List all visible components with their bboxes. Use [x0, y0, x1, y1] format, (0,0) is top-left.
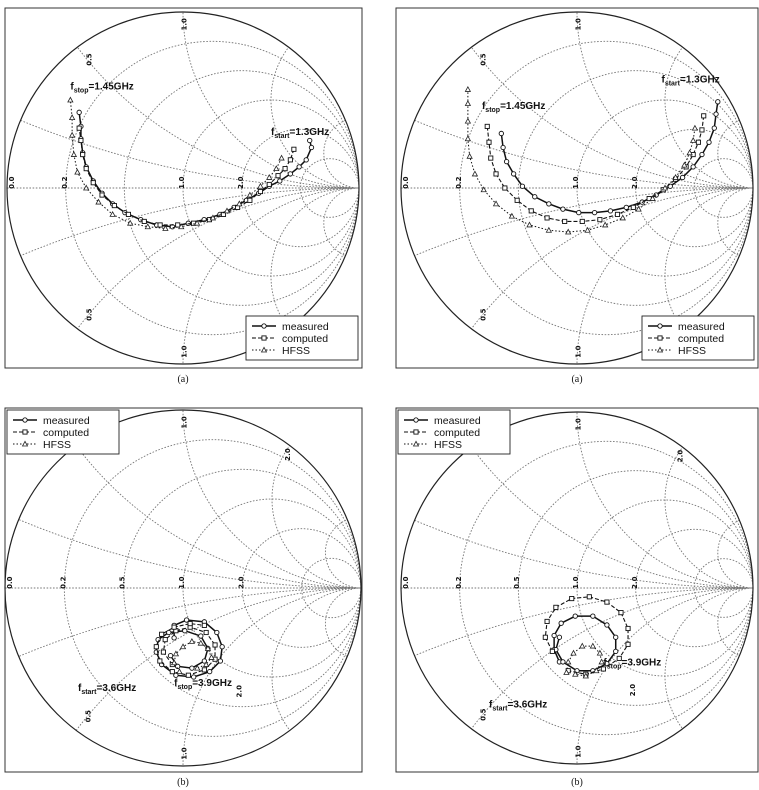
computed-point	[570, 596, 574, 600]
grid-label: 2.0	[630, 576, 639, 589]
measured-point	[278, 179, 282, 183]
HFSS-point	[527, 222, 532, 227]
grid-label: 0.5	[85, 53, 94, 66]
computed-point	[100, 193, 104, 197]
grid-label: 2.0	[630, 176, 639, 189]
grid-label: 0.5	[512, 576, 521, 589]
HFSS-point	[467, 154, 472, 159]
reactance-arc	[7, 188, 711, 790]
grid-label: 2.0	[237, 576, 246, 589]
legend-marker	[23, 430, 27, 434]
measured-point	[624, 205, 628, 209]
reactance-arc	[401, 0, 759, 588]
grid-label: 1.0	[571, 576, 580, 589]
HFSS-point	[692, 126, 697, 131]
legend-label: computed	[282, 333, 329, 345]
frequency-annotation: $f_{start}=3.6GHz$	[489, 699, 548, 713]
computed-point	[598, 218, 602, 222]
legend-label: HFSS	[434, 439, 463, 451]
grid-label: 0.5	[479, 308, 488, 321]
measured-point	[208, 669, 212, 673]
HFSS-point	[279, 155, 284, 160]
HFSS-point	[274, 166, 279, 171]
measured-point	[499, 131, 503, 135]
computed-point	[700, 128, 704, 132]
computed-point	[161, 650, 165, 654]
grid-label: 0.0	[6, 576, 15, 589]
grid-label: 0.2	[60, 176, 69, 189]
computed-point	[605, 600, 609, 604]
panel-frame	[396, 408, 758, 772]
measured-point	[577, 210, 581, 214]
computed-point	[142, 219, 146, 223]
computed-point	[545, 216, 549, 220]
grid-label: 0.5	[84, 709, 93, 723]
computed-point	[91, 181, 95, 185]
measured-point	[156, 637, 160, 641]
computed-point	[626, 642, 630, 646]
grid-label: 0.5	[118, 576, 127, 589]
HFSS-point	[465, 87, 470, 92]
HFSS-point	[465, 136, 470, 141]
computed-point	[267, 182, 271, 186]
measured-point	[716, 100, 720, 104]
grid-label: 0.2	[59, 576, 68, 589]
measured-point	[561, 207, 565, 211]
grid-label: 0.2	[454, 576, 463, 589]
measured-point	[504, 159, 508, 163]
measured-point	[691, 165, 695, 169]
reactance-arc	[272, 588, 450, 766]
legend	[246, 316, 358, 360]
HFSS-point	[128, 221, 133, 226]
computed-point	[515, 198, 519, 202]
computed-point	[554, 605, 558, 609]
computed-point	[248, 198, 252, 202]
HFSS-point	[590, 643, 595, 648]
legend-label: measured	[282, 321, 329, 333]
measured-point	[511, 172, 515, 176]
measured-point	[297, 165, 301, 169]
computed-point	[158, 223, 162, 227]
computed-point	[172, 625, 176, 629]
computed-point	[79, 138, 83, 142]
grid-label: 2.0	[236, 176, 245, 189]
computed-point	[494, 172, 498, 176]
legend	[398, 410, 510, 454]
measured-point	[614, 635, 618, 639]
HFSS-point	[267, 175, 272, 180]
measured-point	[520, 184, 524, 188]
HFSS-point	[546, 228, 551, 233]
HFSS-point	[177, 669, 182, 674]
panel-caption: (b)	[177, 777, 189, 788]
grid-label: 0.5	[479, 53, 488, 66]
reactance-arc	[401, 588, 759, 790]
reactance-arc	[401, 188, 759, 790]
measured-point	[614, 649, 618, 653]
grid-label: 2.0	[235, 685, 244, 698]
measured-point	[304, 158, 308, 162]
measured-point	[77, 110, 81, 114]
computed-point	[489, 156, 493, 160]
measured-point	[533, 195, 537, 199]
frequency-annotation: $f_{start}=1.3GHz$	[271, 127, 330, 141]
computed-point	[587, 595, 591, 599]
reactance-arc	[665, 412, 759, 588]
computed-point	[626, 626, 630, 630]
computed-point	[702, 114, 706, 118]
measured-point	[561, 660, 565, 664]
frequency-annotation: $f_{stop}=1.45GHz$	[70, 81, 134, 95]
legend-marker	[414, 418, 418, 422]
grid-label: 1.0	[177, 576, 186, 589]
measured-point	[712, 126, 716, 130]
HFSS-point	[71, 152, 76, 157]
computed-point	[186, 673, 190, 677]
grid-label: 0.2	[454, 176, 463, 189]
legend-label: HFSS	[678, 345, 707, 357]
measured-point	[608, 209, 612, 213]
frequency-annotation: $f_{start}=1.3GHz$	[661, 74, 720, 88]
HFSS-point	[571, 651, 576, 656]
computed-point	[160, 632, 164, 636]
grid-label: 1.0	[177, 176, 186, 189]
measured-point	[592, 210, 596, 214]
legend-marker	[658, 336, 662, 340]
legend-marker	[658, 324, 662, 328]
reactance-arc	[0, 188, 759, 790]
computed-point	[503, 186, 507, 190]
legend-label: computed	[43, 427, 90, 439]
computed-point	[615, 212, 619, 216]
grid-label: 0.0	[402, 176, 411, 189]
computed-point	[543, 635, 547, 639]
legend-marker	[262, 336, 266, 340]
computed-point	[550, 649, 554, 653]
frequency-annotation: $f_{stop}=3.9GHz$	[603, 657, 662, 671]
reactance-arc	[0, 0, 759, 188]
legend	[642, 316, 754, 360]
HFSS-point	[75, 170, 80, 175]
measured-point	[680, 175, 684, 179]
measured-point	[199, 634, 203, 638]
HFSS-point	[465, 101, 470, 106]
computed-point	[529, 209, 533, 213]
measured-point	[707, 140, 711, 144]
grid-label: 0.0	[8, 176, 17, 189]
HFSS-point	[68, 97, 73, 102]
measured-point	[700, 152, 704, 156]
measured-point	[552, 633, 556, 637]
reactance-arc	[271, 12, 447, 188]
computed-point	[112, 204, 116, 208]
measured-point	[557, 635, 561, 639]
HFSS-point	[636, 207, 641, 212]
legend-label: computed	[434, 427, 481, 439]
measured-point	[605, 623, 609, 627]
grid-label: 1.0	[574, 418, 583, 431]
HFSS-point	[189, 639, 194, 644]
HFSS-point	[691, 138, 696, 143]
computed-point	[202, 623, 206, 627]
HFSS-point	[181, 644, 186, 649]
measured-point	[190, 666, 194, 670]
reactance-arc	[574, 588, 759, 790]
computed-point	[77, 126, 81, 130]
measured-point	[220, 645, 224, 649]
computed-point	[487, 140, 491, 144]
computed-point	[188, 622, 192, 626]
HFSS-point	[620, 215, 625, 220]
computed-point	[258, 189, 262, 193]
measured-point	[168, 653, 172, 657]
reactance-arc	[7, 0, 711, 188]
HFSS-line	[70, 100, 281, 228]
grid-label: 1.0	[574, 745, 583, 758]
computed-point	[154, 645, 158, 649]
computed-point	[696, 140, 700, 144]
grid-label: 0.5	[479, 708, 488, 721]
grid-label: 1.0	[180, 345, 189, 358]
computed-point	[158, 659, 162, 663]
HFSS-point	[70, 133, 75, 138]
measured-point	[309, 145, 313, 149]
computed-point	[176, 223, 180, 227]
legend-marker	[23, 418, 27, 422]
HFSS-point	[580, 643, 585, 648]
computed-point	[202, 668, 206, 672]
reactance-arc	[180, 188, 535, 540]
computed-point	[563, 219, 567, 223]
computed-point	[126, 212, 130, 216]
computed-point	[631, 205, 635, 209]
measured-point	[172, 636, 176, 640]
measured-point	[288, 172, 292, 176]
reactance-arc	[665, 12, 759, 188]
grid-label: 0.5	[85, 308, 94, 321]
HFSS-point	[465, 119, 470, 124]
legend-label: HFSS	[282, 345, 311, 357]
measured-point	[573, 614, 577, 618]
computed-point	[213, 643, 217, 647]
measured-point	[167, 630, 171, 634]
grid-label: 2.0	[676, 449, 685, 463]
computed-point	[276, 174, 280, 178]
computed-point	[619, 611, 623, 615]
computed-point	[580, 219, 584, 223]
grid-label: 1.0	[571, 176, 580, 189]
computed-point	[84, 167, 88, 171]
computed-point	[288, 158, 292, 162]
series-measured	[499, 100, 720, 215]
measured-point	[308, 138, 312, 142]
HFSS-point	[472, 171, 477, 176]
panel-caption: (a)	[177, 374, 189, 385]
reactance-arc	[665, 588, 759, 764]
legend-marker	[262, 324, 266, 328]
HFSS-point	[198, 641, 203, 646]
computed-point	[283, 167, 287, 171]
reactance-arc	[0, 188, 759, 790]
panel-caption: (b)	[571, 777, 583, 788]
measured-point	[501, 145, 505, 149]
HFSS-point	[566, 659, 571, 664]
frequency-annotation: $f_{stop}=1.45GHz$	[481, 100, 546, 114]
grid-label: 1.0	[180, 18, 189, 31]
measured-point	[714, 112, 718, 116]
grid-label: 1.0	[574, 345, 583, 358]
computed-point	[170, 670, 174, 674]
grid-label: 2.0	[629, 683, 638, 697]
HFSS-point	[585, 228, 590, 233]
grid-label: 2.0	[283, 448, 292, 461]
series-HFSS	[68, 97, 284, 230]
legend	[7, 410, 119, 454]
computed-point	[204, 630, 208, 634]
legend-label: measured	[434, 415, 481, 427]
measured-point	[218, 659, 222, 663]
grid-label: 1.0	[180, 747, 189, 760]
computed-point	[545, 619, 549, 623]
reactance-arc	[0, 0, 759, 188]
grid-label: 1.0	[574, 18, 583, 31]
legend-marker	[414, 430, 418, 434]
measured-point	[215, 630, 219, 634]
computed-point	[81, 152, 85, 156]
measured-point	[591, 614, 595, 618]
frequency-annotation: $f_{start}=3.6GHz$	[77, 683, 137, 697]
computed-point	[292, 147, 296, 151]
grid-label: 0.0	[402, 576, 411, 589]
legend-label: measured	[43, 415, 90, 427]
legend-label: measured	[678, 321, 725, 333]
legend-label: computed	[678, 333, 725, 345]
grid-label: 1.0	[180, 416, 189, 429]
computed-point	[485, 124, 489, 128]
computed-point	[163, 638, 167, 642]
measured-point	[547, 202, 551, 206]
frequency-annotation: $f_{stop}=3.9GHz$	[174, 677, 232, 691]
panel-caption: (a)	[571, 374, 583, 385]
measured-point	[559, 621, 563, 625]
legend-label: HFSS	[43, 439, 72, 451]
HFSS-point	[70, 115, 75, 120]
